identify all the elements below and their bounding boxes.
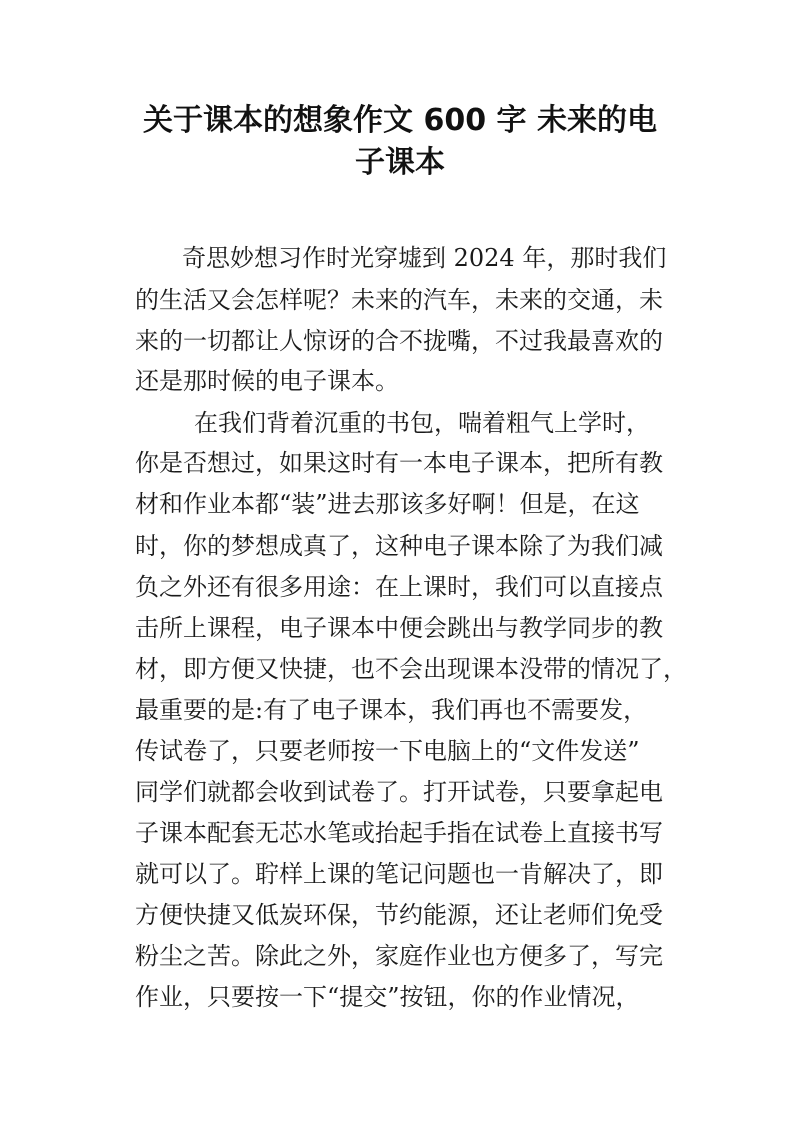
title-line-2: 子课本 — [355, 145, 445, 180]
body-line: 材和作业本都“装”进去那该多好啊！但是，在这 — [135, 490, 640, 518]
body-line: 在我们背着沉重的书包，喘着粗气上学时， — [194, 409, 650, 437]
body-line: 奇思妙想习作时光穿墟到 2024 年，那时我们 — [182, 244, 667, 272]
body-line: 同学们就都会收到试卷了。打开试卷，只要拿起电 — [135, 778, 663, 806]
body-line: 负之外还有很多用途：在上课时，我们可以直接点 — [135, 573, 663, 601]
body-line: 传试卷了，只要老师按一下电脑上的“文件发送” — [135, 737, 640, 765]
body-line: 的生活又会怎样呢？未来的汽车，未来的交通，未 — [135, 286, 663, 314]
body-line: 材，即方便又快捷，也不会出现课本没带的情况了， — [135, 655, 687, 683]
body-line: 子课本配套无芯水笔或抬起手指在试卷上直接书写 — [135, 819, 663, 847]
body-line: 粉尘之苦。除此之外，家庭作业也方便多了，写完 — [135, 942, 663, 970]
body-line: 还是那时候的电子课本。 — [135, 367, 399, 395]
body-line: 作业，只要按一下“提交”按钮，你的作业情况， — [135, 983, 640, 1011]
body-line: 你是否想过，如果这时有一本电子课本，把所有教 — [135, 449, 663, 477]
body-line: 方便快捷又低炭环保，节约能源，还让老师们免受 — [135, 901, 663, 929]
body-line: 来的一切都让人惊讶的合不拢嘴，不过我最喜欢的 — [135, 327, 663, 355]
body-line: 最重要的是:有了电子课本，我们再也不需要发， — [135, 696, 648, 724]
body-line: 击所上课程，电子课本中便会跳出与教学同步的教 — [135, 614, 663, 642]
body-line: 就可以了。聍样上课的笔记问题也一肯解决了，即 — [135, 860, 663, 888]
body-line: 时，你的梦想成真了，这种电子课本除了为我们减 — [135, 532, 663, 560]
title-line-1: 关于课本的想象作文 600 字 未来的电 — [143, 103, 657, 138]
